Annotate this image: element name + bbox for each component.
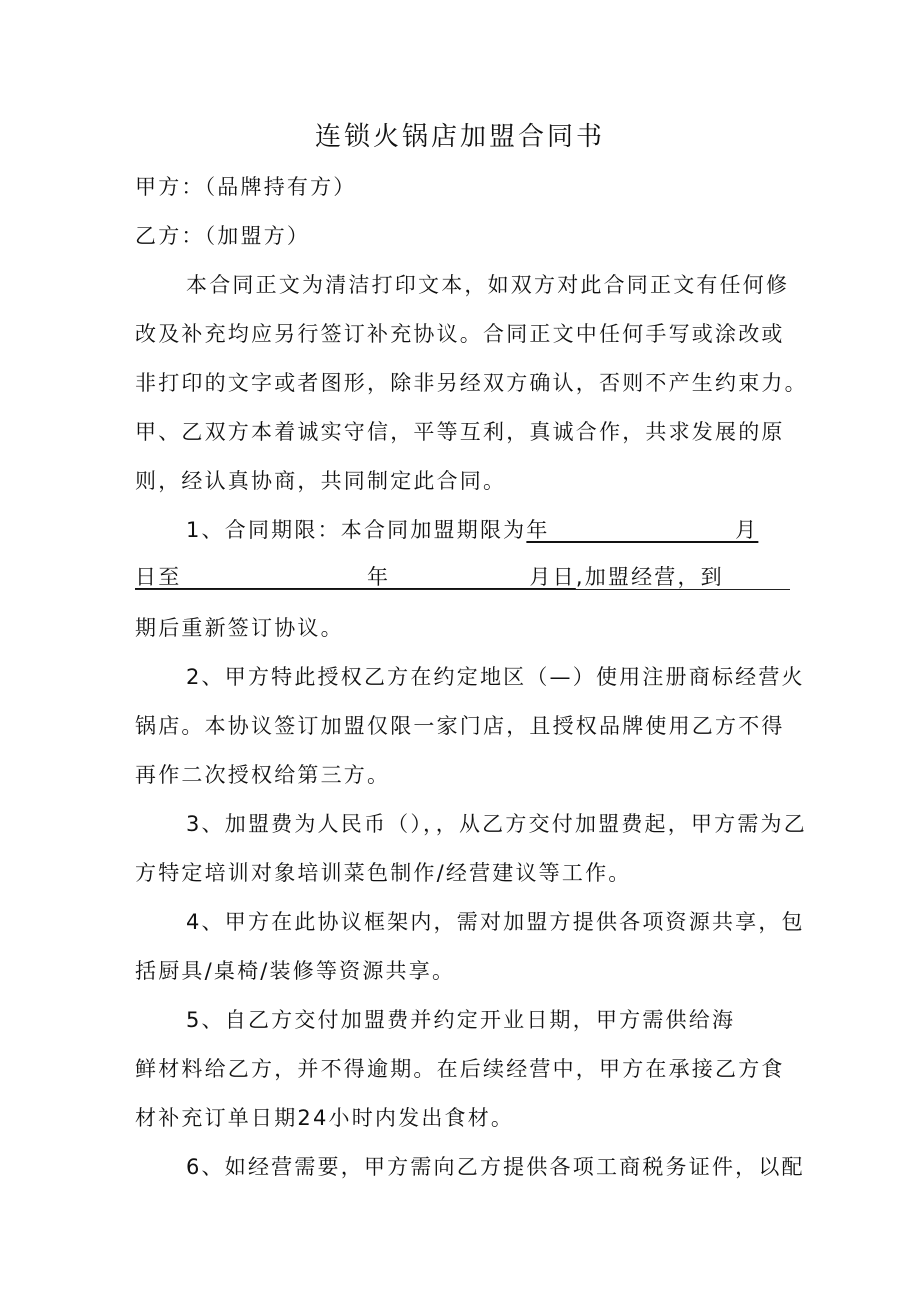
clause-2-line-3: 再作二次授权给第三方。 <box>135 763 391 787</box>
clause-5-line-2: 鲜材料给乙方，并不得逾期。在后续经营中，甲方在承接乙方食 <box>135 1057 785 1081</box>
clause-3-line-2: 方特定培训对象培训菜色制作/经营建议等工作。 <box>135 861 632 885</box>
party-b: 乙方：（加盟方） <box>135 224 311 248</box>
document-title: 连锁火锅店加盟合同书 <box>314 122 605 152</box>
clause-4-line-1: 4、甲方在此协议框架内，需对加盟方提供各项资源共享，包 <box>186 910 805 934</box>
intro-line-5: 则，经认真协商，共同制定此合同。 <box>135 469 507 493</box>
clause-1-line-2 <box>135 563 724 591</box>
intro-line-3: 非打印的文字或者图形，除非另经双方确认，否则不产生约束力。 <box>135 371 808 395</box>
clause-5-line-3: 材补充订单日期24小时内发出食材。 <box>135 1106 515 1130</box>
clause-1-end-date-blank: 日至 年 月日 <box>135 565 576 589</box>
clause-1-prefix: 1、合同期限：本合同加盟期限为 <box>186 518 527 542</box>
clause-1-line-3: 期后重新签订协议。 <box>135 616 344 640</box>
clause-3-line-1: 3、加盟费为人民币（），，从乙方交付加盟费起，甲方需为乙 <box>186 812 807 836</box>
clause-1-start-date-blank: 年 月 <box>526 518 759 542</box>
intro-line-2: 改及补充均应另行签订补充协议。合同正文中任何手写或涂改或 <box>135 322 785 346</box>
intro-line-4: 甲、乙双方本着诚实守信，平等互利，真诚合作，共求发展的原 <box>135 420 785 444</box>
clause-6-line-1: 6、如经营需要，甲方需向乙方提供各项工商税务证件，以配 <box>186 1155 805 1179</box>
clause-1-suffix: ,加盟经营，到 <box>575 565 724 589</box>
clause-4-line-2: 括厨具/桌椅/装修等资源共享。 <box>135 959 456 983</box>
party-a: 甲方：（品牌持有方） <box>135 175 357 199</box>
clause-2-line-1: 2、甲方特此授权乙方在约定地区（—）使用注册商标经营火 <box>186 665 805 689</box>
intro-line-1: 本合同正文为清洁打印文本，如双方对此合同正文有任何修 <box>186 273 790 297</box>
clause-1-line-1 <box>186 516 758 544</box>
clause-5-line-1: 5、自乙方交付加盟费并约定开业日期，甲方需供给海 <box>186 1008 736 1032</box>
clause-2-line-2: 锅店。本协议签订加盟仅限一家门店，且授权品牌使用乙方不得 <box>135 714 785 738</box>
divider-rule <box>135 589 790 590</box>
